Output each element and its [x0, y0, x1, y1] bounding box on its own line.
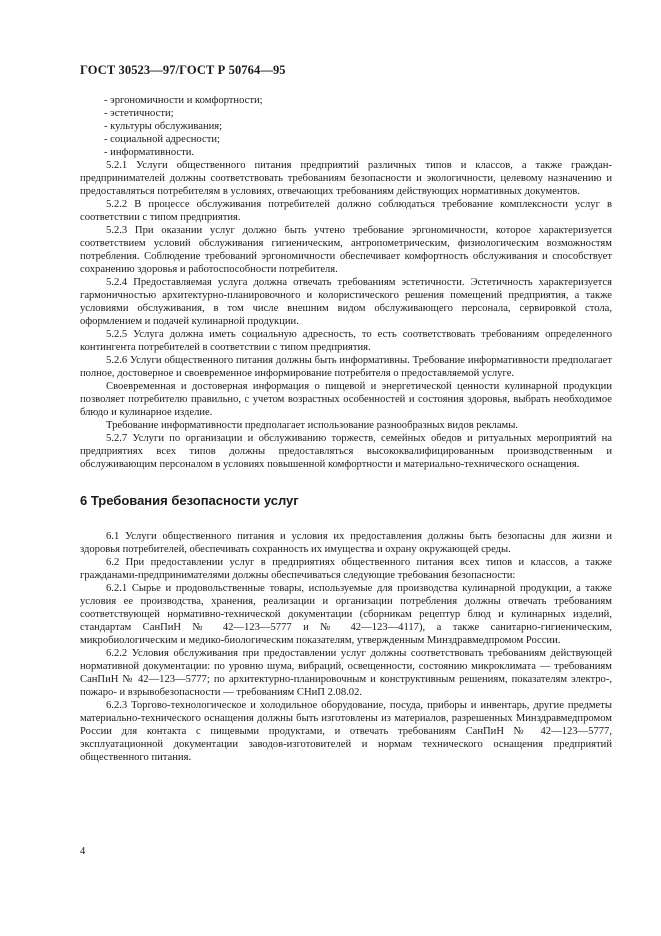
paragraph: 6.2.1 Сырье и продовольственные товары, используемые для производства кулинарной продукции, а также условия ее производства, хранения, реализации и организации потребления должны отвечать требованиям соответствующей нормативно-технической документации (сборникам рецептур блюд и кулинарных изделий, стандартам СанПиН № 42—123—5777 и № 42—123—4117), а также санитарно-гигиеническим, микробиологическим и медико-биологическим показателям, утвержденным Минздравмедпромом России. [80, 583, 612, 646]
paragraph: 5.2.7 Услуги по организации и обслуживанию торжеств, семейных обедов и ритуальных мероприятий на предприятиях всех типов должны предоставляться высококвалифицированным производственным и обслуживающим персоналом в условиях повышенной комфортности и материально-технического оснащения. [80, 433, 612, 470]
paragraph: 5.2.3 При оказании услуг должно быть учтено требование эргономичности, которое характеризуется соответствием условий обслуживания гигиеническим, антропометрическим, физиологическим возможностям потребления. Соблюдение требований эргономичности обеспечивает комфортность обслуживания и способствует сохранению здоровья и работоспособности потребителя. [80, 225, 612, 275]
paragraph: 5.2.4 Предоставляемая услуга должна отвечать требованиям эстетичности. Эстетичность характеризуется гармоничностью архитектурно-планировочного и колористического решения помещений предприятия, а также условиями обслуживания, в том числе внешним видом обслуживающего персонала, сервировкой стола, оформлением и подачей кулинарной продукции. [80, 277, 612, 327]
list-item: - информативности. [104, 147, 195, 158]
list-item: - эстетичности; [104, 108, 174, 119]
paragraph: Требование информативности предполагает использование разнообразных видов рекламы. [106, 420, 518, 431]
paragraph: 6.1 Услуги общественного питания и условия их предоставления должны быть безопасны для жизни и здоровья потребителей, обеспечивать сохранность их имущества и охрану окружающей среды. [80, 531, 612, 555]
list-item: - культуры обслуживания; [104, 121, 223, 132]
paragraph: 6.2 При предоставлении услуг в предприятиях общественного питания всех типов и классов, а также гражданами-предпринимателями должны обеспечиваться следующие требования безопасности: [80, 557, 612, 581]
paragraph: 5.2.1 Услуги общественного питания предприятий различных типов и классов, а также граждан-предпринимателей должны соответствовать требованиям безопасности и экологичности, целевому назначению и предоставляться потребителям в условиях, отвечающих требованиям действующих нормативных документов. [80, 160, 612, 197]
paragraph: 5.2.6 Услуги общественного питания должны быть информативны. Требование информативности предполагает полное, достоверное и своевременное информирование потребителя о предоставляемой услуге. [80, 355, 612, 379]
paragraph: 6.2.3 Торгово-технологическое и холодильное оборудование, посуда, приборы и инвентарь, другие предметы материально-технического оснащения должны быть изготовлены из материалов, разрешенных Минздравмедпромом России для контакта с пищевыми продуктами, и отвечать требованиям СанПиН № 42—123—5777, эксплуатационной документации заводов-изготовителей и нормам технического оснащения предприятий общественного питания. [80, 700, 612, 763]
standard-header: ГОСТ 30523—97/ГОСТ Р 50764—95 [80, 63, 286, 77]
list-item: - социальной адресности; [104, 134, 220, 145]
paragraph: 5.2.2 В процессе обслуживания потребителей должно соблюдаться требование комплексности услуг в соответствии с типом предприятия. [80, 199, 612, 223]
document-body [80, 94, 612, 764]
paragraph: 5.2.5 Услуга должна иметь социальную адресность, то есть соответствовать требованиям определенного контингента потребителей в соответствии с типом предприятия. [80, 329, 612, 353]
paragraph: Своевременная и достоверная информация о пищевой и энергетической ценности кулинарной продукции позволяет потребителю правильно, с учетом возрастных особенностей и состояния здоровья, выбрать необходимое блюдо и кулинарное изделие. [80, 381, 612, 418]
list-item: - эргономичности и комфортности; [104, 95, 263, 106]
paragraph: 6.2.2 Условия обслуживания при предоставлении услуг должны соответствовать требованиям действующей нормативной документации: по уровню шума, вибраций, освещенности, состоянию микроклимата — требованиям СанПиН № 42—123—5777; по архитектурно-планировочным и конструктивным решениям, показателям электро-, пожаро- и взрывобезопасности — требованиям СНиП 2.08.02. [80, 648, 612, 698]
page-number: 4 [80, 846, 86, 857]
section-heading: 6 Требования безопасности услуг [80, 493, 299, 508]
